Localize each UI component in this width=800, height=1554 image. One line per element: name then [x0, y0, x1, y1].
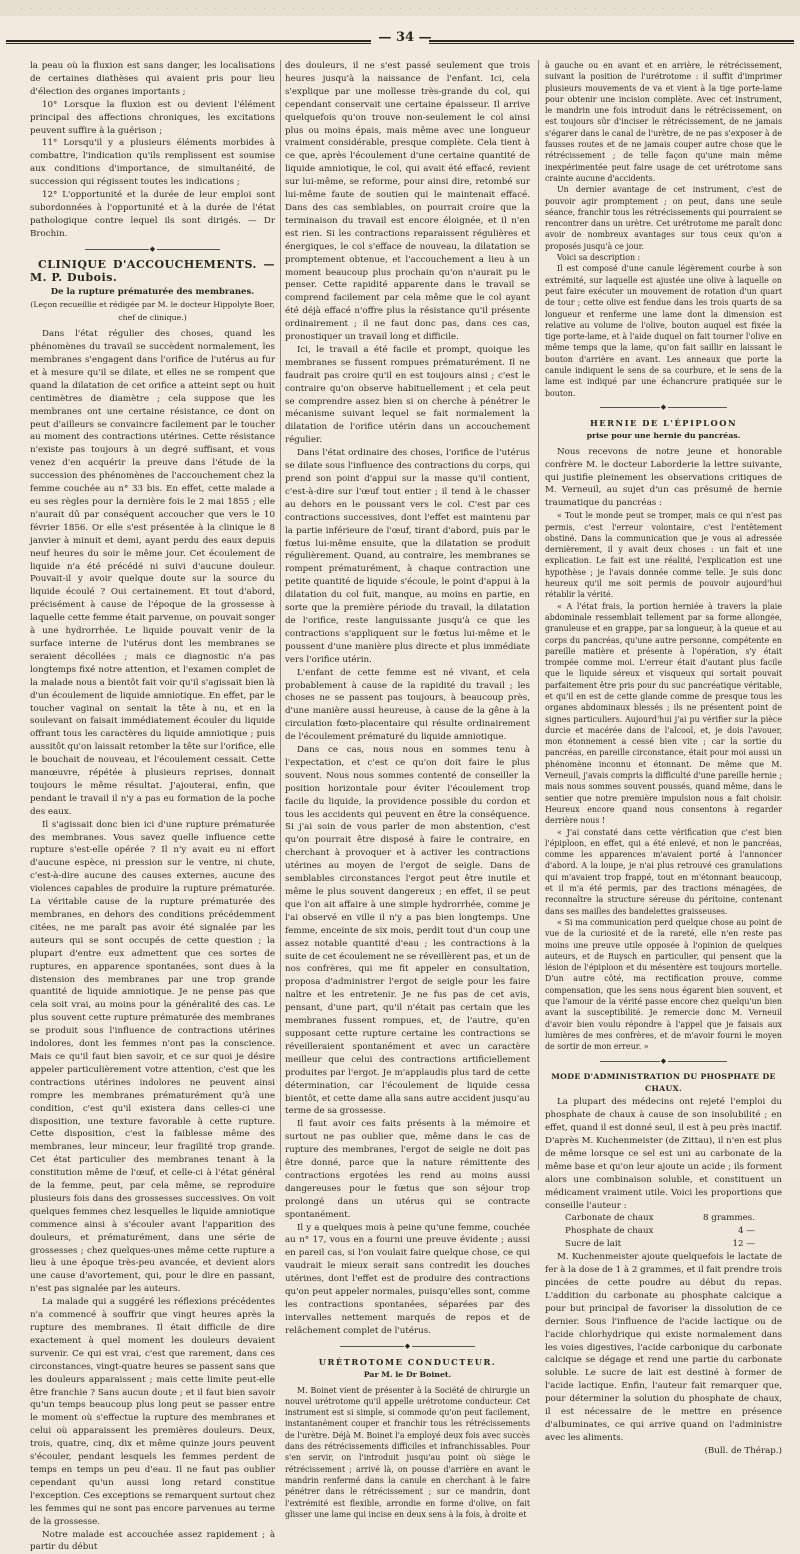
article-title: HERNIE DE L'ÉPIPLOON	[545, 417, 782, 430]
recipe-line	[545, 1212, 782, 1225]
paragraph: Il faut avoir ces faits présents à la mémoire et surtout ne pas oublier que, même dans le cas de rupture des membranes, l'ergot de seigle ne doit pas être donné, parce que la nature rémittente des contractions ergotées les rend au moins aussi dangereuses pour le fœtus que son séjour trop prolongé dans un utérus qui se contracte spontanément.	[285, 1118, 530, 1221]
paragraph: L'enfant de cette femme est né vivant, et cela probablement à cause de la rapidité du travail ; les choses ne se passent pas toujours, à beaucoup près, d'une manière aussi heureuse, à cause de la gêne à la circulation fœto-placentaire qui résulte ordinairement de l'écoulement prématuré du liquide amniotique.	[285, 667, 530, 744]
page-number: — 34 —	[376, 30, 434, 45]
article-title: MODE D'ADMINISTRATION DU PHOSPHATE DE CHAUX.	[545, 1071, 782, 1097]
paragraph: La plupart des médecins ont rejeté l'emploi du phosphate de chaux à cause de son insolubilité ; en effet, quand il est donné seul, il est à peu près inactif. D'après M. Kuchenmeister (de Zittau), il n'en est plus de même lorsque ce sel est uni au carbonate de la même base et qu'on leur ajoute un acide ; ils forment alors une combinaison soluble, et constituent un médicament vraiment utile. Voici les proportions que conseille l'auteur :	[545, 1096, 782, 1212]
paragraph: à gauche ou en avant et en arrière, le rétrécissement, suivant la position de l'urétrotome : il suffit d'imprimer plusieurs mouvements de va et vient à la tige porte-lame pour obtenir une incision complète. Avec cet instrument, le mandrin une fois introduit dans le rétrécissement, on est toujours sûr d'inciser le rétrécissement, de ne jamais s'égarer dans le canal de l'urètre, de ne pas s'exposer à de fausses routes et de ne jamais couper autre chose que le rétrécissement ; de telle façon qu'une main même inexpérimentée peut faire usage de cet urétrotome sans crainte aucune d'accidents.	[545, 60, 782, 184]
paragraph: Dans l'état ordinaire des choses, l'orifice de l'utérus se dilate sous l'influence des contractions du corps, qui prend son point d'appui sur la masse qu'il contient, c'est-à-dire sur l'œuf tout entier ; il tend à le chasser au dehors en le poussant vers le col. C'est par ces contractions successives, dont l'effet est maintenu par la partie inférieure de l'œuf, tirant d'abord, puis par le fœtus lui-même ensuite, que la dilatation se produit régulièrement. Quand, au contraire, les membranes se rompent prématurément, à chaque contraction une petite quantité de liquide s'écoule, le point d'appui à la dilatation du col fuit, manque, au moins en partie, en sorte que la première période du travail, la dilatation de l'orifice, reste languissante jusqu'à ce que les contractions s'appliquent sur le fœtus lui-même et le poussent d'une manière plus directe et plus immédiate vers l'orifice utérin.	[285, 447, 530, 666]
paragraph: Il s'agissait donc bien ici d'une rupture prématurée des membranes. Vous savez quelle influence cette rupture s'est-elle opérée ? Il n'y avait eu ni effort d'aucune espèce, ni pression sur le ventre, ni chute, c'est-à-dire aucune des causes externes, aucune des violences capables de produire la rupture prématurée. La véritable cause de la rupture prématurée des membranes, en dehors des conditions précédemment citées, ne me paraît pas avoir été signalée par les auteurs qui se sont occupés de cette question ; la plupart d'entre eux admettent que ces sortes de ruptures, en apparence spontanées, sont dues à la distension des membranes par une trop grande quantité de liquide amniotique. Je ne pense pas que cela soit vrai, au moins pour la généralité des cas. Le plus souvent cette rupture prématurée des membranes se produit sous l'influence de contractions utérines indolores, dont les femmes n'ont pas la conscience. Mais ce qu'il faut bien savoir, et ce sur quoi je désire appeler particulièrement votre attention, c'est que les contractions utérines indolores ne peuvent ainsi rompre les membranes prématurément qu'à une condition, c'est qu'il existera dans celles-ci une disposition, une texture favorable à cette rupture. Cette disposition, c'est la faiblesse même des membranes, leur minceur, leur fragilité trop grande. Cet état particulier des membranes tenant à la constitution même de l'œuf, et celle-ci à l'état général de la femme, peut, par cela même, se reproduire plusieurs fois dans des grossesses successives. On voit quelques femmes chez lesquelles le liquide amniotique commence ainsi à s'écouler avant l'apparition des douleurs, et prématurément, dans une série de grossesses ; chez quelques-unes même cette rupture a lieu à une époque très-peu avancée, et devient alors une cause d'avortement, qui, pour le dire en passant, n'est pas signalée par les auteurs.	[30, 819, 275, 1297]
separator: ◆	[545, 1057, 782, 1067]
paragraph: « Tout le monde peut se tromper, mais ce qui n'est pas permis, c'est l'erreur volontaire, c'est l'entêtement obstiné. Dans la communication que je vous ai adressée dernièrement, il y avait deux choses : un fait et une explication. Le fait est une réalité, l'explication est une hypothèse ; je l'avais donnée comme telle. Je suis donc heureux qu'il me soit permis de pouvoir aujourd'hui rétablir la vérité.	[545, 510, 782, 600]
bleed-through-text: . . . . . . . . . . . . . . . . . . . . . . . . . . . . . . . . . . . . . . . . . . . . . . . . . . . . . . . . . . . . . . . . . . . . . . . .	[0, 0, 800, 16]
recipe-ingredient: Carbonate de chaux	[565, 1212, 695, 1225]
recipe-quantity: 4 —	[695, 1225, 755, 1238]
article-title: URÉTROTOME CONDUCTEUR.	[285, 1356, 530, 1369]
recipe-ingredient: Phosphate de chaux	[565, 1225, 695, 1238]
separator: ◆	[545, 403, 782, 413]
column-divider-2	[538, 60, 539, 1170]
paragraph: Il est composé d'une canule légèrement courbe à son extrémité, sur laquelle est ajustée une olive à laquelle on peut faire exécuter un mouvement de rotation d'un quart de tour ; cette olive est fendue dans les trois quarts de sa longueur et renferme une lame dont la dimension est relative au volume de l'olive, bouton auquel est fixée la tige porte-lame, et à l'aide duquel on fait tourner l'olive en même temps que la lame, qu'on fait saillir en laissant le bouton d'arrière en avant. Les anneaux que porte la canule indiquent le sens de sa courbure, et le sens de la lame est indiqué par une échancrure pratiquée sur le bouton.	[545, 263, 782, 399]
recipe-ingredient: Sucre de lait	[565, 1238, 695, 1251]
paragraph: 10° Lorsque la fluxion est ou devient l'élément principal des affections chroniques, les excitations peuvent suffire à la guérison ;	[30, 99, 275, 138]
section-subtitle: De la rupture prématurée des membranes.	[30, 286, 275, 299]
paragraph: M. Kuchenmeister ajoute quelquefois le lactate de fer à la dose de 1 à 2 grammes, et il fait prendre trois pincées de cette poudre au début du repas. L'addition du carbonate au phosphate calcique a pour but principal de favoriser la dissolution de ce dernier. Sous l'influence de l'acide lactique ou de l'acide chlorhydrique qui existe normalement dans les voies digestives, l'acide carbonique du carbonate calcique se dégage et rend une partie du carbonate soluble. Le sucre de lait est destiné à former de l'acide lactique. Enfin, l'auteur fait remarquer que, pour déterminer la solution du phosphate de chaux, il est nécessaire de le mettre en présence d'albuminates, ce qui arrive quand on l'administre avec les aliments.	[545, 1251, 782, 1445]
section-note: (Leçon recueillie et rédigée par M. le docteur Hippolyte Boer, chef de clinique.)	[30, 299, 275, 325]
recipe-line	[545, 1238, 782, 1251]
separator: ◆	[285, 1342, 530, 1352]
recipe-quantity: 8 grammes.	[695, 1212, 755, 1225]
paragraph: des douleurs, il ne s'est passé seulement que trois heures jusqu'à la naissance de l'enfant. Ici, cela s'explique par une mollesse très-grande du col, qui cependant conservait une certaine épaisseur. Il arrive quelquefois qu'on trouve non-seulement le col ainsi plus ou moins épais, mais même avec une longueur vraiment considérable, presque complète. Cela tient à ce que, après l'écoulement d'une certaine quantité de liquide amniotique, le col, qui avait été effacé, revient sur lui-même, se reforme, pour ainsi dire, retombé sur lui-même faute de soutien qui le maintenait effacé. Dans des cas semblables, on pourrait croire que la terminaison du travail est encore éloignée, et il n'en est rien. Si les contractions reparaissent régulières et énergiques, le col s'efface de nouveau, la dilatation se promptement obtenue, et l'accouchement a lieu à un moment beaucoup plus prochain qu'on n'aurait pu le penser. Cette rapidité apparente dans le travail se comprend facilement par cela même que le col ayant été déjà effacé n'offre plus la résistance qu'il présente ordinairement ; il ne faut donc pas, dans ces cas, pronostiquer un travail long et difficile.	[285, 60, 530, 344]
paragraph: « J'ai constaté dans cette vérification que c'est bien l'épiploon, en effet, qui a été enlevé, et non le pancréas, comme les apparences m'avaient porté à l'annoncer d'abord. A la loupe, je n'ai plus retrouvé ces granulations qui m'avaient trop frappé, tout en m'étonnant beaucoup, et il m'a été permis, par des tractions ménagées, de reconnaître la structure séreuse du péritoine, contenant dans ses mailles des bandelettes graisseuses.	[545, 827, 782, 917]
column-divider-1	[280, 60, 281, 1170]
paragraph: Ici, le travail a été facile et prompt, quoique les membranes se fussent rompues prématurément. Il ne faudrait pas croire qu'il en est toujours ainsi ; c'est le contraire qu'on observe habituellement ; et cela peut se comprendre assez bien si on cherche à pénétrer le mécanisme suivant lequel se fait normalement la dilatation de l'orifice utérin dans un accouchement régulier.	[285, 344, 530, 447]
header-rule-right	[429, 40, 794, 44]
paragraph: Notre malade est accouchée assez rapidement ; à partir du début	[30, 1529, 275, 1554]
paragraph: 11° Lorsqu'il y a plusieurs éléments morbides à combattre, l'indication qu'ils remplissent est soumise aux conditions d'importance, de simultanéité, de succession qui régissent toutes les indications ;	[30, 137, 275, 189]
paragraph: Voici sa description :	[545, 252, 782, 263]
paragraph: 12° L'opportunité et la durée de leur emploi sont subordonnées à l'opportunité et à la durée de l'état pathologique contre lequel ils sont dirigés. — Dr Brochin.	[30, 189, 275, 241]
separator: ◆	[30, 245, 275, 255]
paragraph: Il y a quelques mois à peine qu'une femme, couchée au n° 17, vous en a fourni une preuve évidente ; aussi en pareil cas, si l'on voulait faire quelque chose, ce qui vaudrait le mieux serait sans contredit les douches utérines, dont l'effet est de produire des contractions qu'on peut appeler normales, puisqu'elles sont, comme les contractions spontanées, séparées par des intervalles nettement marqués de repos et de relâchement complet de l'utérus.	[285, 1222, 530, 1338]
paragraph: « A l'état frais, la portion herniée à travers la plaie abdominale ressemblait tellement par sa forme allongée, granuleuse et en grappe, par sa longueur, à la queue et au corps du pancréas, qu'une autre personne, compétente en pareille matière et présente à l'opération, s'y était trompée comme moi. L'erreur était d'autant plus facile que le liquide séreux et visqueux qui sortait pouvait parfaitement être pris pour du suc pancréatique véritable, et qu'il en est de cette glande comme de presque tous les organes abdominaux blessés ; ils ne présentent point de signes particuliers. Aujourd'hui j'ai pu vérifier sur la pièce durcie et macérée dans de l'alcool, et, je dois l'avouer, mon étonnement a cessé bien vite ; car la sortie du pancréas, en pareille circonstance, était pour moi aussi un phénomène inconnu et étonnant. De même que M. Verneuil, j'avais compris la difficulté d'une pareille hernie ; mais nous sommes souvent poussés, quand même, dans le sentier que notre première impulsion nous a fait choisir. Heureux encore quand nous consentons à regarder derrière nous !	[545, 601, 782, 827]
source-citation: (Bull. de Thérap.)	[545, 1445, 782, 1458]
article-subtitle: prise pour une hernie du pancréas.	[545, 430, 782, 443]
column-3	[545, 60, 782, 1172]
paragraph: Dans ce cas, nous nous en sommes tenu à l'expectation, et c'est ce qu'on doit faire le plus souvent. Nous nous sommes contenté de conseiller la position horizontale pour éviter l'écoulement trop facile du liquide, la providence possible du cordon et tous les accidents qui peuvent en être la conséquence. Si j'ai soin de vous parler de mon abstention, c'est qu'on pourrait être disposé à faire le contraire, en cherchant à provoquer et à activer les contractions utérines au moyen de l'ergot de seigle. Dans de semblables circonstances l'ergot peut être inutile et même le plus souvent dangereux ; en effet, il se peut que l'on ait affaire à une simple hydrorrhée, comme je l'ai observé en ville il n'y a pas bien longtemps. Une femme, enceinte de six mois, perdit tout d'un coup une assez notable quantité d'eau ; les contractions à la suite de cet écoulement ne se réveillèrent pas, et un de nos confrères, qui me fit appeler en consultation, proposa d'administrer l'ergot de seigle pour les faire naître et les entretenir. Je ne fus pas de cet avis, pensant, d'une part, qu'il n'était pas certain que les membranes fussent rompues, et, de l'autre, qu'en supposant cette rupture certaine les contractions se réveilleraient spontanément et avec un caractère meilleur que celui des contractions artificiellement produites par l'ergot. Je m'applaudis plus tard de cette détermination, car l'écoulement de liquide cessa bientôt, et cette dame alla sans autre accident jusqu'au terme de sa grossesse.	[285, 744, 530, 1118]
recipe-line	[545, 1225, 782, 1238]
paragraph: La malade qui a suggéré les réflexions précédentes n'a commencé à souffrir que vingt heures après la rupture des membranes. Il était difficile de dire exactement à quel moment les douleurs devaient survenir. Ce qui est vrai, c'est que rarement, dans ces circonstances, vingt-quatre heures se passent sans que les douleurs apparaissent ; mais cette limite peut-elle être franchie ? Sans aucun doute ; et il faut bien savoir qu'un temps beaucoup plus long peut se passer entre le moment où s'effectue la rupture des membranes et celui où apparaissent les premières douleurs. Deux, trois, quatre, cinq, dix et même quinze jours peuvent s'écouler, pendant lesquels les femmes perdent de temps en temps un peu d'eau. Il ne faut pas oublier cependant qu'un aussi long retard constitue l'exception. Ces exceptions se remarquent surtout chez les femmes qui ne sont pas encore parvenues au terme de la grossesse.	[30, 1296, 275, 1528]
column-2	[285, 60, 530, 1172]
header-rule-left	[6, 40, 371, 44]
paragraph: Dans l'état régulier des choses, quand les phénomènes du travail se succèdent normalement, les membranes s'engagent dans l'orifice de l'utérus au fur et à mesure qu'il se dilate, et elles ne se rompent que quand la dilatation de cet orifice a atteint sept ou huit centimètres de diamètre ; cela suppose que les membranes ont une certaine résistance, ce dont on peut d'ailleurs se convaincre facilement par le toucher au moment des contractions utérines. Cette résistance n'existe pas toujours à un degré suffisant, et vous venez d'en acquérir la preuve dans l'étude de la succession des phénomènes de l'accouchement chez la femme couchée au n° 33 bis. En effet, cette malade a eu ses règles pour la dernière fois le 2 mai 1855 ; elle n'aurait dû par conséquent accoucher que vers le 10 février 1856. Or elle s'est présentée à la clinique le 8 janvier à minuit et demi, ayant perdu des eaux depuis neuf heures du soir le même jour. Cet écoulement de liquide n'a été précédé ni suivi d'aucune douleur. Pouvait-il y avoir quelque doute sur la source du liquide écoulé ? Oui certainement. Et tout d'abord, précisément à cause de l'époque de la grossesse à laquelle cette femme était parvenue, on pouvait songer à une hydrorrhée. Le liquide pouvait venir de la surface interne de l'utérus dont les membranes se seraient décollées ; mais ce diagnostic n'a pas longtemps fixé notre attention, et l'examen complet de la malade nous a bientôt fait voir qu'il s'agissait bien là d'un écoulement de liquide amniotique. En effet, par le toucher vaginal on sentait la tête à nu, et en la soulevant on faisait immédiatement écouler du liquide offrant tous les caractères du liquide amniotique ; puis aussitôt qu'on laissait retomber la tête sur l'orifice, elle le bouchait de nouveau, et l'écoulement cessait. Cette manœuvre, répétée à plusieurs reprises, donnait toujours le même résultat. J'ajouterai, enfin, que pendant le travail il n'y a pas eu formation de la poche des eaux.	[30, 328, 275, 818]
paragraph: « Si ma communication perd quelque chose au point de vue de la curiosité et de la rareté, elle n'en reste pas moins une preuve utile opposée à l'opinion de quelques auteurs, et de Ruysch en particulier, qui pensent que la lésion de l'épiploon et du mésentère est toujours mortelle. D'un autre côté, ma rectification prouve, comme compensation, que les sens nous égarent bien souvent, et que l'amour de la vérité passe encore chez quelqu'un bien avant la susceptibilité. Je remercie donc M. Verneuil d'avoir bien voulu répondre à l'appel que je faisais aux lumières de mes confrères, et de m'avoir fourni le moyen de sortir de mon erreur. »	[545, 917, 782, 1053]
paragraph: Nous recevons de notre jeune et honorable confrère M. le docteur Laborderie la lettre suivante, qui justifie pleinement les observations critiques de M. Verneuil, au sujet d'un cas présumé de hernie traumatique du pancréas :	[545, 446, 782, 511]
column-1	[30, 60, 275, 1172]
recipe-quantity: 12 —	[695, 1238, 755, 1251]
article-byline: Par M. le Dr Boinet.	[285, 1369, 530, 1382]
section-title: CLINIQUE D'ACCOUCHEMENTS. — M. P. Dubois.	[30, 259, 275, 285]
paragraph: la peau où la fluxion est sans danger, les localisations de certaines diathèses qui avaient pris pour lieu d'élection des organes importants ;	[30, 60, 275, 99]
page-header	[6, 30, 794, 48]
paragraph: Un dernier avantage de cet instrument, c'est de pouvoir agir promptement ; on peut, dans une seule séance, franchir tous les rétrécissements qui pourraient se rencontrer dans un urètre. Cet urétrotome me paraît donc avoir de nombreux avantages sur tous ceux qu'on a proposés jusqu'à ce jour.	[545, 184, 782, 252]
paragraph: M. Boinet vient de présenter à la Société de chirurgie un nouvel urétrotome qu'il appelle urétrotome conducteur. Cet instrument est si simple, si commode qu'on peut facilement, instantanément couper et franchir tous les rétrécissements de l'urètre. Déjà M. Boinet l'a employé deux fois avec succès dans des rétrécissements difficiles et infranchissables. Pour s'en servir, on l'introduit jusqu'au point où siège le rétrécissement ; arrivé là, on pousse d'arrière en avant le mandrin renfermé dans la canule en cherchant à le faire pénétrer dans le rétrécissement ; sur ce mandrin, dont l'extrémité est flexible, arrondie en forme d'olive, on fait glisser une lame qui incise en deux sens à la fois, à droite et	[285, 1385, 530, 1521]
